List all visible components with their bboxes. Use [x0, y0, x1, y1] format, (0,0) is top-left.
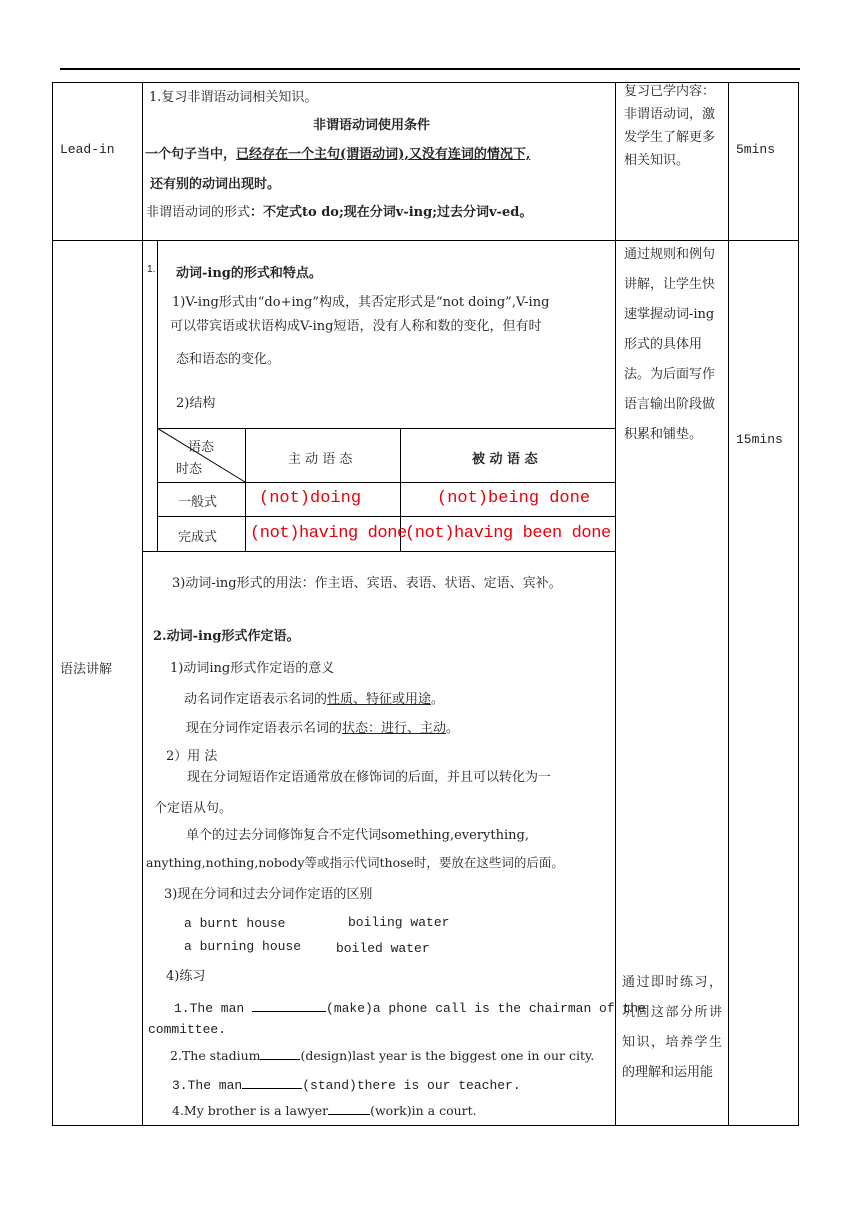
grammar-aim-1: 通过规则和例句讲解，让学生快速掌握动词-ing形式的具体用法。为后面写作语言输出阶段做积累和铺垫。 — [624, 247, 716, 442]
gerund-end: 。 — [431, 692, 445, 707]
participle-prefix: 现在分词作定语表示名词的 — [186, 721, 343, 736]
grammar-aim-2: 通过即时练习，巩固这部分所讲知识，培养学生的理解和运用能 — [622, 975, 722, 1080]
exercise-3-after: (stand)there is our teacher. — [302, 1078, 521, 1093]
exercise-2-before: 2.The stadium — [170, 1048, 261, 1063]
leadin-forms-prefix: 非谓语动词的形式 — [146, 205, 251, 220]
struct-col-passive: 被 动 语 态 — [472, 452, 538, 467]
leadin-item1: 1.复习非谓语动词相关知识。 — [149, 90, 318, 105]
exercise-3-blank[interactable] — [242, 1076, 302, 1089]
example-burning-house: a burning house — [184, 939, 302, 954]
table-right-border — [798, 82, 799, 1126]
header-rule — [60, 68, 800, 70]
col-divider-1 — [142, 82, 143, 1126]
table-bottom-border — [52, 1125, 799, 1126]
sec2-gerund-line — [184, 688, 444, 707]
sec2-difference-heading: 3)现在分词和过去分词作定语的区别 — [164, 887, 373, 902]
exercise-2-after: (design)last year is the biggest one in our city. — [300, 1048, 595, 1063]
sec2-participle-line — [186, 717, 459, 736]
example-burnt-house: a burnt house — [184, 916, 286, 931]
sec2-usage-heading: 2）用 法 — [166, 749, 218, 764]
exercise-4-before: 4.My brother is a lawyer — [172, 1103, 329, 1118]
sec2-meaning-heading: 1)动词ing形式作定语的意义 — [170, 661, 335, 676]
example-boiled-water: boiled water — [336, 941, 430, 956]
sec2-usage-line1: 现在分词短语作定语通常放在修饰词的后面，并且可以转化为一 — [187, 770, 552, 785]
exercise-1-after: (make)a phone call is the chairman of the — [326, 1001, 646, 1016]
exercise-2-blank[interactable] — [260, 1047, 300, 1060]
struct-corner-top: 语态 — [188, 440, 215, 455]
leadin-condition-line2: 还有别的动词出现时。 — [150, 177, 281, 192]
sec2-usage-line4: anything,nothing,nobody等或指示代词those时，要放在这些词的后面。 — [146, 855, 564, 870]
sec2-usage-line2: 个定语从句。 — [154, 801, 233, 816]
exercise-4 — [172, 1102, 477, 1118]
gerund-prefix: 动名词作定语表示名词的 — [184, 692, 328, 707]
struct-row2-active: (not)having done — [250, 524, 407, 543]
sec1-usage: 3)动词-ing形式的用法：作主语、宾语、表语、状语、定语、宾补。 — [172, 576, 562, 591]
sec2-usage-line3: 单个的过去分词修饰复合不定代词something,everything, — [186, 828, 529, 843]
leadin-aim: 复习已学内容：非谓语动词，激发学生了解更多相关知识。 — [624, 84, 716, 168]
sec1-number: 1. — [147, 264, 156, 275]
example-boiling-water: boiling water — [348, 915, 450, 930]
leadin-forms — [146, 201, 532, 220]
exercise-3-before: 3.The man — [172, 1078, 243, 1093]
gerund-underline: 性质、特征或用途 — [327, 692, 432, 707]
struct-col-active: 主 动 语 态 — [288, 452, 353, 467]
inner-box-bottom — [142, 551, 615, 552]
struct-row1-active: (not)doing — [259, 489, 362, 508]
sec1-title: 动词-ing的形式和特点。 — [176, 266, 322, 281]
leadin-condition-underline: 已经存在一个主句(谓语动词),又没有连词的情况下, — [236, 147, 531, 162]
exercise-4-after: (work)in a court. — [370, 1103, 477, 1118]
sec2-title: 2.动词-ing形式作定语。 — [153, 629, 300, 644]
struct-row2-passive: (not)having been done — [405, 524, 611, 543]
sec1-para-line2: 可以带宾语或状语构成V-ing短语，没有人称和数的变化，但有时 — [170, 319, 542, 334]
exercise-1 — [174, 999, 646, 1016]
leadin-condition-prefix: 一个句子当中， — [145, 147, 237, 162]
sec1-para-line1: 1)V-ing形式由“do+ing”构成，其否定形式是“not doing”,V-ing — [172, 295, 550, 310]
sec1-structure-heading: 2)结构 — [176, 396, 216, 411]
leadin-label: Lead-in — [60, 142, 115, 157]
exercise-4-blank[interactable] — [328, 1102, 370, 1115]
leadin-title: 非谓语动词使用条件 — [313, 118, 431, 133]
participle-underline: 状态：进行、主动 — [342, 721, 447, 736]
exercise-1-before: 1.The man — [174, 1001, 253, 1016]
col-divider-3 — [728, 82, 729, 1126]
exercise-3 — [172, 1076, 521, 1093]
leadin-condition-line1 — [145, 143, 530, 162]
grammar-time: 15mins — [736, 432, 783, 447]
inner-box-left — [157, 241, 158, 552]
struct-corner-bottom: 时态 — [176, 462, 203, 477]
leadin-time: 5mins — [736, 142, 776, 157]
sec1-para-line3: 态和语态的变化。 — [176, 352, 281, 367]
struct-table-row1-bottom — [157, 516, 615, 517]
table-left-border — [52, 82, 53, 1126]
practice-heading: 4)练习 — [166, 969, 206, 984]
grammar-label: 语法讲解 — [60, 662, 113, 677]
exercise-1-blank[interactable] — [252, 999, 326, 1012]
struct-row1-label: 一般式 — [178, 495, 218, 510]
struct-row1-passive: (not)being done — [437, 489, 591, 508]
exercise-2 — [170, 1047, 594, 1063]
struct-row2-label: 完成式 — [178, 530, 218, 545]
participle-end: 。 — [446, 721, 460, 736]
col-divider-2 — [615, 82, 616, 1126]
exercise-1-line2: committee. — [148, 1022, 227, 1037]
leadin-forms-rest: ：不定式to do;现在分词v-ing;过去分词v-ed。 — [250, 205, 533, 220]
